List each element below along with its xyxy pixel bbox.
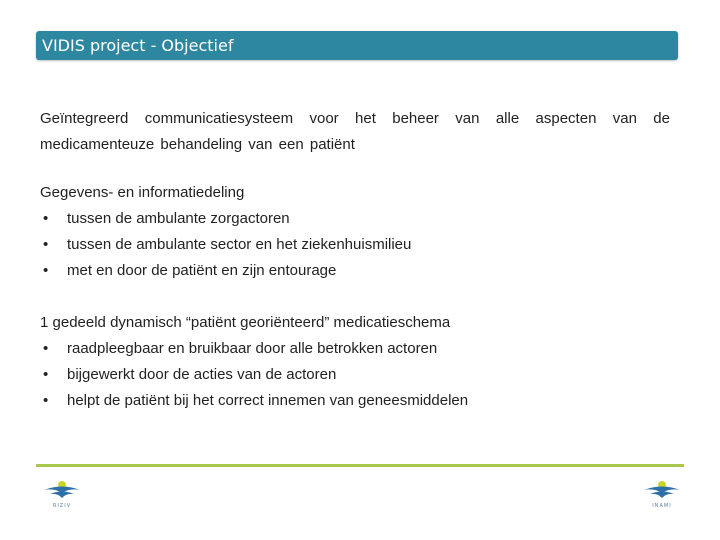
riziv-logo-label: RIZIV [52,503,72,509]
section-medication-schema [40,310,670,414]
footer-divider [36,464,684,467]
list-item [40,388,670,414]
slide-title-bar [36,31,678,60]
list-item [40,336,670,362]
inami-logo-label: INAMI [652,503,672,509]
list-item [40,206,670,232]
section-heading: Gegevens- en informatiedeling [40,184,245,201]
list-item-text: met en door de patiënt en zijn entourage [67,262,337,279]
bullet-icon: • [43,392,49,409]
list-item-text: helpt de patiënt bij het correct innemen van geneesmiddelen [67,392,469,409]
bullet-icon: • [43,236,49,253]
riziv-logo-icon [40,480,84,502]
inami-logo [640,480,684,510]
inami-logo-icon [640,480,684,502]
slide-title: VIDIS project - Objectief [42,36,234,55]
bullet-icon: • [43,210,49,227]
section-heading: 1 gedeeld dynamisch “patiënt georiënteerd” medicatieschema [40,314,451,331]
list-item [40,362,670,388]
list-item-text: tussen de ambulante sector en het ziekenhuismilieu [67,236,412,253]
list-item [40,232,670,258]
list-item-text: raadpleegbaar en bruikbaar door alle betrokken actoren [67,340,438,357]
bullet-icon: • [43,366,49,383]
intro-paragraph: Geïntegreerd communicatiesysteem voor het beheer van alle aspecten van de medicamenteuze behandeling van een patiënt [40,110,670,153]
list-item-text: bijgewerkt door de acties van de actoren [67,366,337,383]
section-data-sharing [40,180,670,284]
riziv-logo [40,480,84,510]
list-item-text: tussen de ambulante zorgactoren [67,210,290,227]
bullet-icon: • [43,262,49,279]
list-item [40,258,670,284]
bullet-icon: • [43,340,49,357]
